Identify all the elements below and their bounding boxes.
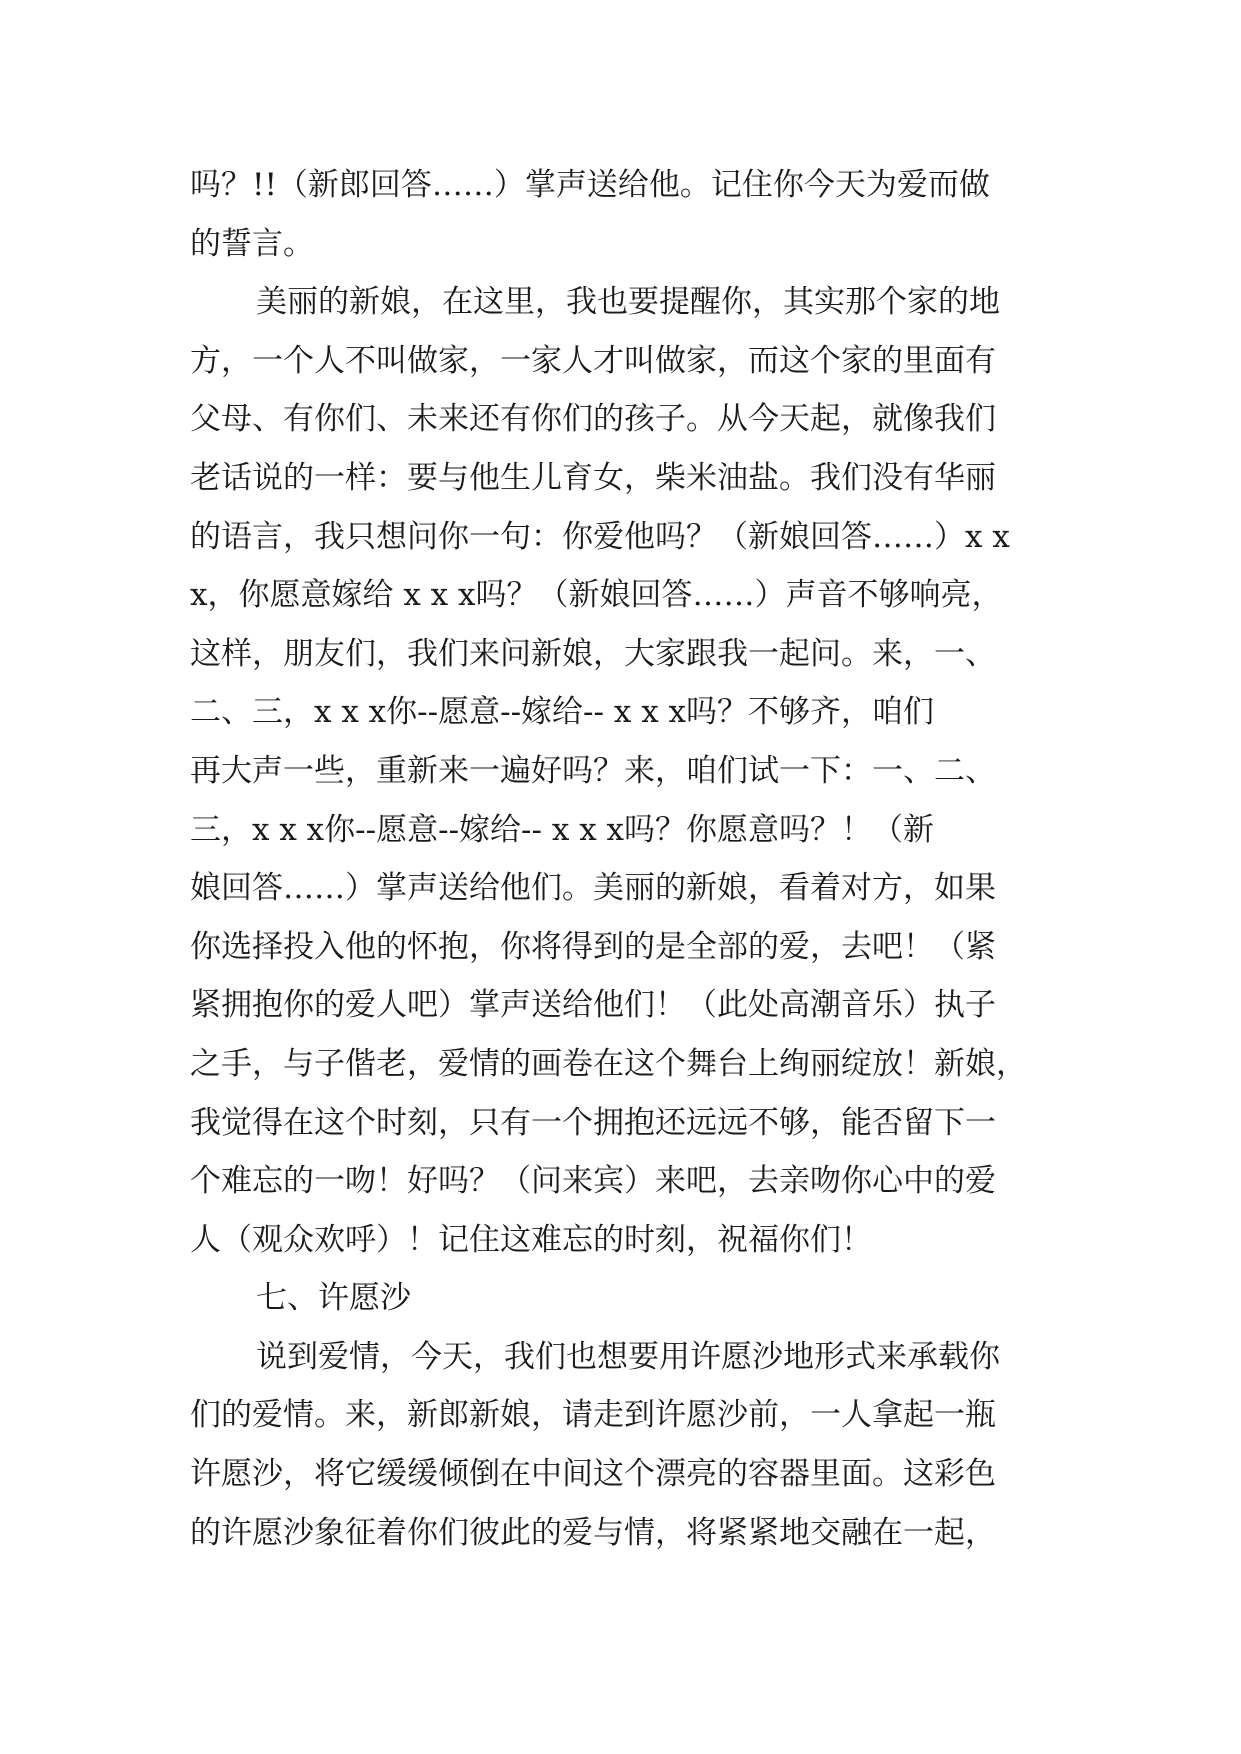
section-heading: 七、许愿沙: [256, 1280, 411, 1317]
body-text: [190, 156, 1070, 1562]
text-line: 三，x x x你--愿意--嫁给-- x x x吗？你愿意吗？！（新: [190, 811, 935, 848]
text-line: x，你愿意嫁给 x x x吗？（新娘回答……）声音不够响亮，: [190, 577, 1003, 614]
text-line: 父母、有你们、未来还有你们的孩子。从今天起，就像我们: [190, 401, 996, 438]
text-line: 再大声一些，重新来一遍好吗？来，咱们试一下：一、二、: [190, 752, 996, 789]
text-line: 老话说的一样：要与他生儿育女，柴米油盐。我们没有华丽: [190, 459, 996, 496]
text-line: 之手，与子偕老，爱情的画卷在这个舞台上绚丽绽放！新娘，: [190, 1045, 1027, 1082]
text-line: 紧拥抱你的爱人吧）掌声送给他们！（此处高潮音乐）执子: [190, 987, 996, 1024]
text-line: 的许愿沙象征着你们彼此的爱与情，将紧紧地交融在一起，: [190, 1514, 996, 1551]
text-line: 的语言，我只想问你一句：你爱他吗？（新娘回答……）x x: [190, 518, 1010, 555]
text-line: 个难忘的一吻！好吗？（问来宾）来吧，去亲吻你心中的爱: [190, 1163, 996, 1200]
text-line: 美丽的新娘，在这里，我也要提醒你，其实那个家的地: [256, 284, 1000, 321]
text-line: 的誓言。: [190, 225, 314, 262]
text-line: 许愿沙，将它缓缓倾倒在中间这个漂亮的容器里面。这彩色: [190, 1456, 996, 1493]
text-line: 你选择投入他的怀抱，你将得到的是全部的爱，去吧！（紧: [190, 928, 996, 965]
text-line: 二、三，x x x你--愿意--嫁给-- x x x吗？不够齐，咱们: [190, 694, 935, 731]
text-line: 吗？!!（新郎回答……）掌声送给他。记住你今天为爱而做: [190, 167, 990, 203]
text-line: 人（观众欢呼）！记住这难忘的时刻，祝福你们！: [190, 1221, 872, 1258]
text-line: 方，一个人不叫做家，一家人才叫做家，而这个家的里面有: [190, 342, 996, 379]
text-line: 这样，朋友们，我们来问新娘，大家跟我一起问。来，一、: [190, 635, 996, 672]
text-line: 说到爱情，今天，我们也想要用许愿沙地形式来承载你: [256, 1338, 1000, 1375]
text-line: 们的爱情。来，新郎新娘，请走到许愿沙前，一人拿起一瓶: [190, 1397, 996, 1434]
text-line: 娘回答……）掌声送给他们。美丽的新娘，看着对方，如果: [190, 870, 996, 907]
text-line: 我觉得在这个时刻，只有一个拥抱还远远不够，能否留下一: [190, 1104, 996, 1141]
